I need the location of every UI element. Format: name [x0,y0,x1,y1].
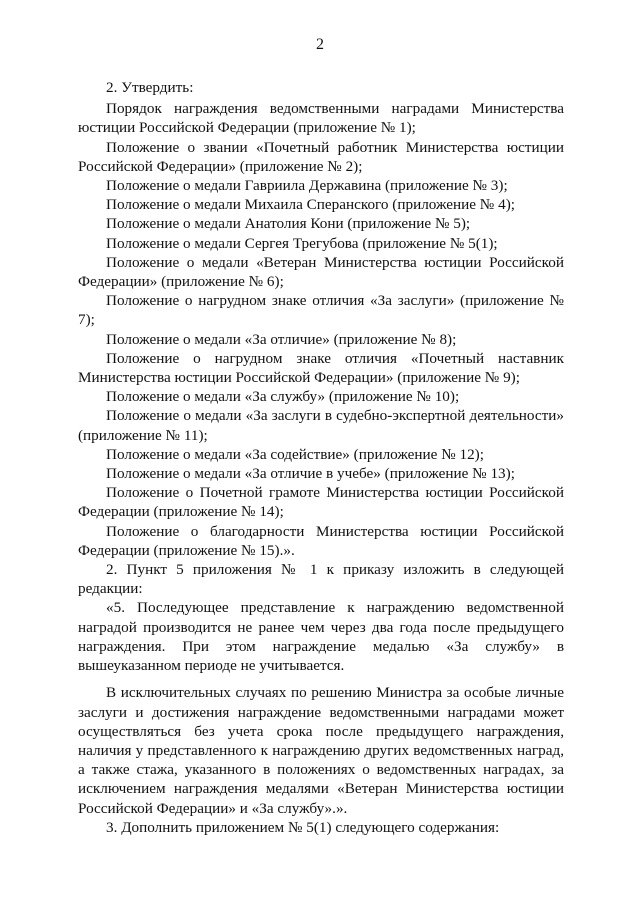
paragraph-approve-heading: 2. Утвердить: [106,79,194,96]
paragraph-exceptional-cases: В исключительных случаях по решению Министра за особые личные заслуги и достижения награждение ведомственными наградами может осуществляться без учета срока после предыдущего награждения, наличия у представленного к награждению других ведомственных наград, а также стажа, указанного в положениях о ведомственных наградах, за исключением награждения медалями «Ветеран Министерства юстиции Российской Федерации» и «За службу».». [78,684,564,817]
list-item-forensic-medal: Положение о медали «За заслуги в судебно-экспертной деятельности» (приложение № 11); [78,407,564,444]
document-body [78,78,564,837]
list-item-gratitude: Положение о благодарности Министерства юстиции Российской Федерации (приложение № 15).». [78,522,564,559]
list-item-assistance-medal: Положение о медали «За содействие» (приложение № 12); [106,445,484,463]
paragraph-add-appendix: 3. Дополнить приложением № 5(1) следующего содержания: [106,818,500,836]
list-item-tregubov-medal: Положение о медали Сергея Трегубова (приложение № 5(1); [106,234,498,252]
list-item-honorary-diploma: Положение о Почетной грамоте Министерства юстиции Российской Федерации (приложение № 14); [78,484,564,521]
list-item-koni-medal: Положение о медали Анатолия Кони (приложение № 5); [106,215,471,233]
list-item-speransky-medal: Положение о медали Михаила Сперанского (приложение № 4); [106,196,515,214]
list-item-distinction-medal: Положение о медали «За отличие» (приложение № 8); [106,330,457,348]
list-item-merit-badge: Положение о нагрудном знаке отличия «За заслуги» (приложение № 7); [78,292,564,329]
list-item-veteran-medal: Положение о медали «Ветеран Министерства юстиции Российской Федерации» (приложение № 6); [78,253,564,291]
list-item-mentor-badge: Положение о нагрудном знаке отличия «Почетный наставник Министерства юстиции Российской Федерации» (приложение № 9); [78,349,564,387]
list-item-derzhavin-medal: Положение о медали Гавриила Державина (приложение № 3); [106,177,508,195]
page-number: 2 [316,36,324,53]
paragraph-quoted-item-5: «5. Последующее представление к награждению ведомственной наградой производится не ранее чем через два года после предыдущего награждения. При этом награждение медалью «За службу» в вышеуказанном периоде не учитывается. [78,599,564,675]
paragraph-item-5-amendment: 2. Пункт 5 приложения № 1 к приказу изложить в следующей редакции: [78,561,564,598]
list-item-service-medal: Положение о медали «За службу» (приложение № 10); [106,388,460,406]
list-item-study-medal: Положение о медали «За отличие в учебе» (приложение № 13); [106,465,515,483]
list-item-procedure: Порядок награждения ведомственными наградами Министерства юстиции Российской Федерации (приложение № 1); [78,100,564,137]
list-item-honorary-worker: Положение о звании «Почетный работник Министерства юстиции Российской Федерации» (приложение № 2); [78,138,564,175]
